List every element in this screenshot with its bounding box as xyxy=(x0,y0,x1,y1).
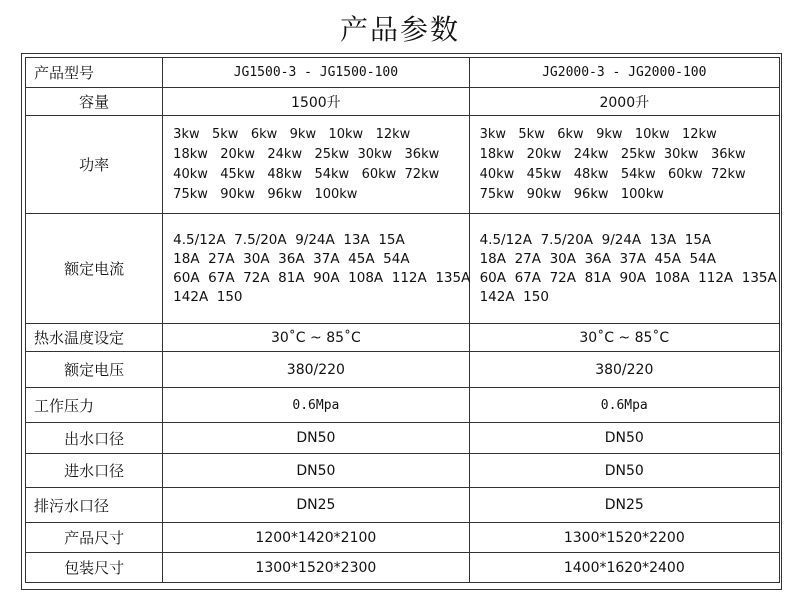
current-a-line: 4.5/12A 7.5/20A 9/24A 13A 15A xyxy=(173,231,405,248)
page-title: 产品参数 xyxy=(339,13,460,46)
current-a-line: 60A 67A 72A 81A 90A 108A 112A 135A xyxy=(173,269,471,286)
package-a: 1300*1520*2300 xyxy=(163,553,469,583)
power-b-line: 75kw 90kw 96kw 100kw xyxy=(479,186,664,202)
current-b-line: 142A 150 xyxy=(479,288,549,305)
row-label-capacity: 容量 xyxy=(26,88,163,116)
power-b-line: 18kw 20kw 24kw 25kw 30kw 36kw xyxy=(479,146,746,162)
table-row xyxy=(26,423,780,454)
current-b-line: 4.5/12A 7.5/20A 9/24A 13A 15A xyxy=(479,231,712,248)
size-b: 1300*1520*2200 xyxy=(469,523,779,553)
table-row xyxy=(26,488,780,523)
power-b-line: 3kw 5kw 6kw 9kw 10kw 12kw xyxy=(479,126,717,142)
row-label-drain: 排污水口径 xyxy=(26,488,163,523)
table-row xyxy=(26,454,780,488)
inlet-b: DN50 xyxy=(469,454,779,488)
row-label-outlet: 出水口径 xyxy=(26,423,163,454)
table-row xyxy=(26,58,780,88)
model-b: JG2000-3 - JG2000-100 xyxy=(469,58,779,88)
package-b: 1400*1620*2400 xyxy=(469,553,779,583)
row-label-power: 功率 xyxy=(26,116,163,214)
outlet-b: DN50 xyxy=(469,423,779,454)
outlet-a: DN50 xyxy=(163,423,469,454)
table-row xyxy=(26,388,780,423)
spec-table xyxy=(25,57,780,583)
model-a: JG1500-3 - JG1500-100 xyxy=(163,58,469,88)
temperature-a: 30˚C ~ 85˚C xyxy=(163,324,469,352)
row-label-voltage: 额定电压 xyxy=(26,352,163,388)
row-label-current: 额定电流 xyxy=(26,214,163,324)
table-row xyxy=(26,116,780,214)
power-a-line: 40kw 45kw 48kw 54kw 60kw 72kw xyxy=(173,166,440,182)
row-label-inlet: 进水口径 xyxy=(26,454,163,488)
table-row xyxy=(26,523,780,553)
voltage-b: 380/220 xyxy=(469,352,779,388)
row-label-size: 产品尺寸 xyxy=(26,523,163,553)
pressure-a: 0.6Mpa xyxy=(163,388,469,423)
row-label-package: 包装尺寸 xyxy=(26,553,163,583)
drain-a: DN25 xyxy=(163,488,469,523)
voltage-a: 380/220 xyxy=(163,352,469,388)
table-row xyxy=(26,88,780,116)
inlet-a: DN50 xyxy=(163,454,469,488)
current-a-line: 142A 150 xyxy=(173,288,243,305)
table-row xyxy=(26,324,780,352)
drain-b: DN25 xyxy=(469,488,779,523)
current-a xyxy=(163,214,469,324)
size-a: 1200*1420*2100 xyxy=(163,523,469,553)
current-b-line: 18A 27A 30A 36A 37A 45A 54A xyxy=(479,250,716,267)
current-b-line: 60A 67A 72A 81A 90A 108A 112A 135A xyxy=(479,269,777,286)
pressure-b: 0.6Mpa xyxy=(469,388,779,423)
row-label-model: 产品型号 xyxy=(26,58,163,88)
power-b-line: 40kw 45kw 48kw 54kw 60kw 72kw xyxy=(479,166,746,182)
power-b xyxy=(469,116,779,214)
current-a-line: 18A 27A 30A 36A 37A 45A 54A xyxy=(173,250,410,267)
capacity-b: 2000升 xyxy=(469,88,779,116)
current-b xyxy=(469,214,779,324)
power-a-line: 18kw 20kw 24kw 25kw 30kw 36kw xyxy=(173,146,440,162)
temperature-b: 30˚C ~ 85˚C xyxy=(469,324,779,352)
table-row xyxy=(26,352,780,388)
row-label-temperature: 热水温度设定 xyxy=(26,324,163,352)
row-label-pressure: 工作压力 xyxy=(26,388,163,423)
table-row xyxy=(26,214,780,324)
power-a xyxy=(163,116,469,214)
power-a-line: 3kw 5kw 6kw 9kw 10kw 12kw xyxy=(173,126,411,142)
table-row xyxy=(26,553,780,583)
capacity-a: 1500升 xyxy=(163,88,469,116)
power-a-line: 75kw 90kw 96kw 100kw xyxy=(173,186,358,202)
